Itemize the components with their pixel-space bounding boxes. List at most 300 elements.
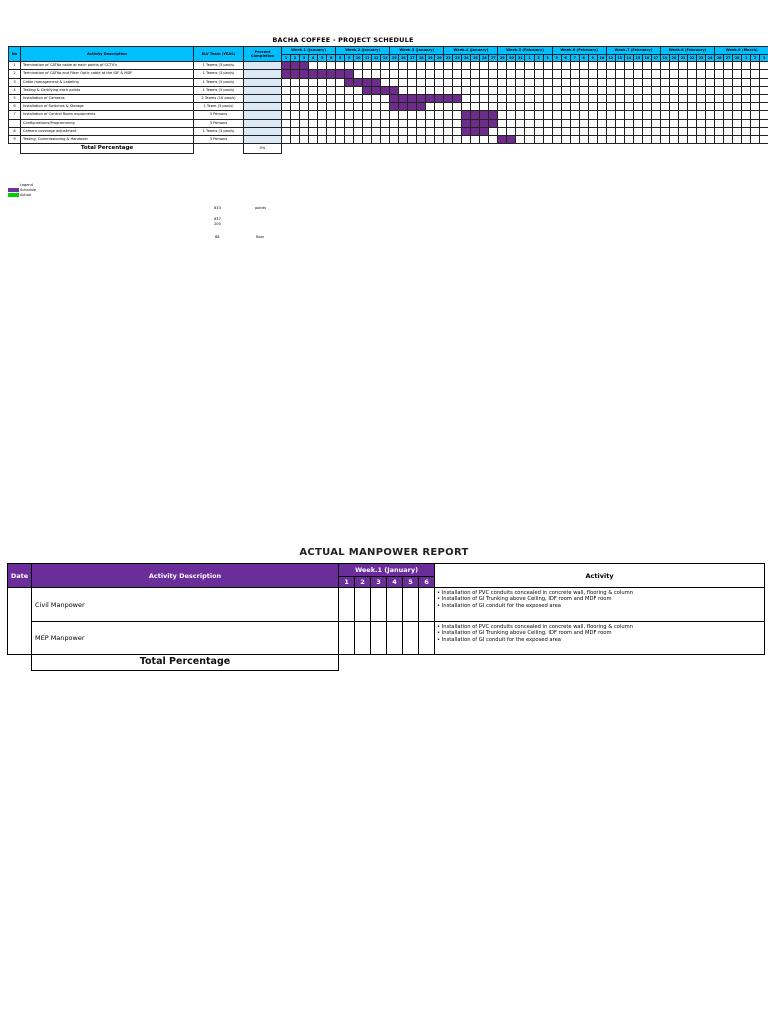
gantt-cell[interactable] xyxy=(327,103,336,111)
gantt-cell[interactable] xyxy=(381,119,390,127)
gantt-cell[interactable] xyxy=(733,127,742,135)
gantt-cell[interactable] xyxy=(462,94,471,102)
gantt-cell[interactable] xyxy=(733,86,742,94)
mp-cell[interactable] xyxy=(387,622,403,655)
gantt-cell[interactable] xyxy=(489,78,498,86)
gantt-cell[interactable] xyxy=(426,78,435,86)
gantt-cell[interactable] xyxy=(724,127,733,135)
gantt-cell[interactable] xyxy=(327,127,336,135)
gantt-cell[interactable] xyxy=(534,119,543,127)
gantt-cell[interactable] xyxy=(760,78,768,86)
gantt-cell[interactable] xyxy=(543,94,552,102)
gantt-cell[interactable] xyxy=(435,111,444,119)
gantt-cell[interactable] xyxy=(615,86,624,94)
gantt-cell[interactable] xyxy=(724,94,733,102)
gantt-cell[interactable] xyxy=(724,111,733,119)
gantt-cell[interactable] xyxy=(742,86,751,94)
gantt-cell[interactable] xyxy=(597,119,606,127)
percent-completion[interactable] xyxy=(244,103,282,111)
gantt-cell[interactable] xyxy=(363,103,372,111)
gantt-cell[interactable] xyxy=(480,70,489,78)
gantt-cell[interactable] xyxy=(579,86,588,94)
gantt-cell[interactable] xyxy=(697,86,706,94)
gantt-cell[interactable] xyxy=(579,103,588,111)
percent-completion[interactable] xyxy=(244,70,282,78)
gantt-cell[interactable] xyxy=(381,94,390,102)
mp-cell[interactable] xyxy=(403,622,419,655)
mp-cell[interactable] xyxy=(371,622,387,655)
gantt-cell[interactable] xyxy=(688,78,697,86)
gantt-cell[interactable] xyxy=(462,135,471,143)
gantt-cell[interactable] xyxy=(552,135,561,143)
gantt-bar[interactable] xyxy=(345,78,354,86)
gantt-cell[interactable] xyxy=(534,86,543,94)
gantt-cell[interactable] xyxy=(688,103,697,111)
gantt-cell[interactable] xyxy=(345,86,354,94)
gantt-cell[interactable] xyxy=(390,119,399,127)
gantt-cell[interactable] xyxy=(706,119,715,127)
gantt-cell[interactable] xyxy=(651,111,660,119)
gantt-bar[interactable] xyxy=(291,62,300,70)
gantt-cell[interactable] xyxy=(570,135,579,143)
gantt-cell[interactable] xyxy=(697,78,706,86)
gantt-cell[interactable] xyxy=(606,78,615,86)
gantt-cell[interactable] xyxy=(760,111,768,119)
gantt-cell[interactable] xyxy=(733,70,742,78)
gantt-cell[interactable] xyxy=(733,62,742,70)
gantt-cell[interactable] xyxy=(651,135,660,143)
gantt-cell[interactable] xyxy=(309,86,318,94)
gantt-cell[interactable] xyxy=(715,135,724,143)
gantt-cell[interactable] xyxy=(363,62,372,70)
gantt-cell[interactable] xyxy=(570,86,579,94)
gantt-cell[interactable] xyxy=(498,70,507,78)
gantt-cell[interactable] xyxy=(480,103,489,111)
gantt-cell[interactable] xyxy=(471,103,480,111)
gantt-cell[interactable] xyxy=(715,127,724,135)
gantt-cell[interactable] xyxy=(516,94,525,102)
gantt-cell[interactable] xyxy=(715,111,724,119)
gantt-cell[interactable] xyxy=(336,94,345,102)
gantt-cell[interactable] xyxy=(678,135,687,143)
gantt-cell[interactable] xyxy=(570,127,579,135)
gantt-cell[interactable] xyxy=(300,94,309,102)
gantt-cell[interactable] xyxy=(471,135,480,143)
gantt-cell[interactable] xyxy=(426,111,435,119)
gantt-cell[interactable] xyxy=(715,86,724,94)
percent-completion[interactable] xyxy=(244,94,282,102)
gantt-cell[interactable] xyxy=(588,94,597,102)
gantt-cell[interactable] xyxy=(688,94,697,102)
gantt-cell[interactable] xyxy=(606,70,615,78)
percent-completion[interactable] xyxy=(244,127,282,135)
mp-cell[interactable] xyxy=(339,588,355,622)
gantt-cell[interactable] xyxy=(300,86,309,94)
gantt-cell[interactable] xyxy=(552,111,561,119)
mp-cell[interactable] xyxy=(419,588,435,622)
gantt-bar[interactable] xyxy=(291,70,300,78)
gantt-cell[interactable] xyxy=(525,78,534,86)
mp-cell[interactable] xyxy=(387,588,403,622)
gantt-cell[interactable] xyxy=(507,94,516,102)
gantt-bar[interactable] xyxy=(336,70,345,78)
gantt-cell[interactable] xyxy=(291,119,300,127)
gantt-bar[interactable] xyxy=(408,103,417,111)
gantt-cell[interactable] xyxy=(624,135,633,143)
gantt-cell[interactable] xyxy=(390,78,399,86)
gantt-cell[interactable] xyxy=(516,127,525,135)
gantt-bar[interactable] xyxy=(363,78,372,86)
gantt-cell[interactable] xyxy=(354,62,363,70)
gantt-cell[interactable] xyxy=(462,62,471,70)
gantt-cell[interactable] xyxy=(715,70,724,78)
gantt-cell[interactable] xyxy=(678,103,687,111)
mp-cell[interactable] xyxy=(419,622,435,655)
gantt-cell[interactable] xyxy=(363,127,372,135)
gantt-cell[interactable] xyxy=(507,119,516,127)
gantt-cell[interactable] xyxy=(291,111,300,119)
gantt-cell[interactable] xyxy=(426,62,435,70)
gantt-cell[interactable] xyxy=(724,135,733,143)
gantt-cell[interactable] xyxy=(733,78,742,86)
gantt-cell[interactable] xyxy=(327,94,336,102)
gantt-cell[interactable] xyxy=(688,62,697,70)
gantt-cell[interactable] xyxy=(697,119,706,127)
gantt-cell[interactable] xyxy=(426,86,435,94)
gantt-cell[interactable] xyxy=(660,78,669,86)
gantt-cell[interactable] xyxy=(552,86,561,94)
gantt-cell[interactable] xyxy=(751,86,760,94)
gantt-cell[interactable] xyxy=(480,62,489,70)
gantt-cell[interactable] xyxy=(462,86,471,94)
gantt-cell[interactable] xyxy=(570,94,579,102)
gantt-cell[interactable] xyxy=(462,103,471,111)
gantt-cell[interactable] xyxy=(498,103,507,111)
gantt-bar[interactable] xyxy=(300,62,309,70)
gantt-cell[interactable] xyxy=(327,78,336,86)
gantt-cell[interactable] xyxy=(579,78,588,86)
gantt-cell[interactable] xyxy=(507,111,516,119)
gantt-cell[interactable] xyxy=(651,127,660,135)
gantt-cell[interactable] xyxy=(660,62,669,70)
gantt-cell[interactable] xyxy=(642,103,651,111)
gantt-cell[interactable] xyxy=(697,62,706,70)
gantt-cell[interactable] xyxy=(760,135,768,143)
gantt-cell[interactable] xyxy=(561,119,570,127)
gantt-cell[interactable] xyxy=(489,103,498,111)
gantt-cell[interactable] xyxy=(543,135,552,143)
gantt-cell[interactable] xyxy=(724,62,733,70)
gantt-bar[interactable] xyxy=(480,111,489,119)
gantt-cell[interactable] xyxy=(642,78,651,86)
gantt-cell[interactable] xyxy=(570,62,579,70)
gantt-cell[interactable] xyxy=(597,86,606,94)
gantt-cell[interactable] xyxy=(760,86,768,94)
gantt-cell[interactable] xyxy=(633,78,642,86)
gantt-cell[interactable] xyxy=(579,70,588,78)
gantt-cell[interactable] xyxy=(381,111,390,119)
gantt-cell[interactable] xyxy=(309,111,318,119)
gantt-cell[interactable] xyxy=(715,119,724,127)
gantt-cell[interactable] xyxy=(507,127,516,135)
gantt-cell[interactable] xyxy=(660,94,669,102)
gantt-cell[interactable] xyxy=(597,127,606,135)
gantt-cell[interactable] xyxy=(498,86,507,94)
gantt-cell[interactable] xyxy=(697,135,706,143)
gantt-cell[interactable] xyxy=(561,78,570,86)
gantt-cell[interactable] xyxy=(309,119,318,127)
gantt-cell[interactable] xyxy=(381,127,390,135)
gantt-cell[interactable] xyxy=(651,70,660,78)
gantt-cell[interactable] xyxy=(435,135,444,143)
gantt-cell[interactable] xyxy=(489,127,498,135)
gantt-cell[interactable] xyxy=(742,62,751,70)
gantt-cell[interactable] xyxy=(498,119,507,127)
gantt-bar[interactable] xyxy=(282,70,291,78)
gantt-bar[interactable] xyxy=(372,86,381,94)
gantt-cell[interactable] xyxy=(336,103,345,111)
gantt-cell[interactable] xyxy=(417,127,426,135)
gantt-cell[interactable] xyxy=(742,78,751,86)
gantt-cell[interactable] xyxy=(471,94,480,102)
gantt-cell[interactable] xyxy=(300,135,309,143)
gantt-cell[interactable] xyxy=(534,111,543,119)
gantt-cell[interactable] xyxy=(678,70,687,78)
gantt-cell[interactable] xyxy=(444,111,453,119)
gantt-cell[interactable] xyxy=(372,94,381,102)
gantt-cell[interactable] xyxy=(651,94,660,102)
gantt-cell[interactable] xyxy=(354,94,363,102)
gantt-cell[interactable] xyxy=(336,127,345,135)
gantt-cell[interactable] xyxy=(525,86,534,94)
gantt-cell[interactable] xyxy=(624,119,633,127)
gantt-cell[interactable] xyxy=(660,103,669,111)
gantt-cell[interactable] xyxy=(624,94,633,102)
gantt-cell[interactable] xyxy=(390,70,399,78)
gantt-cell[interactable] xyxy=(318,94,327,102)
gantt-cell[interactable] xyxy=(669,111,678,119)
gantt-cell[interactable] xyxy=(309,135,318,143)
gantt-cell[interactable] xyxy=(633,111,642,119)
gantt-cell[interactable] xyxy=(345,94,354,102)
gantt-cell[interactable] xyxy=(390,127,399,135)
gantt-bar[interactable] xyxy=(372,78,381,86)
gantt-cell[interactable] xyxy=(363,135,372,143)
gantt-cell[interactable] xyxy=(525,135,534,143)
gantt-cell[interactable] xyxy=(588,127,597,135)
gantt-cell[interactable] xyxy=(615,119,624,127)
gantt-cell[interactable] xyxy=(588,111,597,119)
gantt-bar[interactable] xyxy=(480,119,489,127)
gantt-cell[interactable] xyxy=(444,86,453,94)
gantt-cell[interactable] xyxy=(372,127,381,135)
gantt-cell[interactable] xyxy=(615,135,624,143)
gantt-cell[interactable] xyxy=(733,119,742,127)
gantt-cell[interactable] xyxy=(669,78,678,86)
gantt-cell[interactable] xyxy=(363,111,372,119)
gantt-cell[interactable] xyxy=(453,103,462,111)
gantt-cell[interactable] xyxy=(615,78,624,86)
percent-completion[interactable] xyxy=(244,135,282,143)
gantt-cell[interactable] xyxy=(633,135,642,143)
gantt-cell[interactable] xyxy=(561,127,570,135)
gantt-cell[interactable] xyxy=(597,111,606,119)
gantt-cell[interactable] xyxy=(318,127,327,135)
gantt-cell[interactable] xyxy=(399,127,408,135)
gantt-cell[interactable] xyxy=(697,127,706,135)
gantt-bar[interactable] xyxy=(417,94,426,102)
gantt-cell[interactable] xyxy=(570,111,579,119)
gantt-cell[interactable] xyxy=(309,127,318,135)
gantt-cell[interactable] xyxy=(552,119,561,127)
gantt-cell[interactable] xyxy=(579,119,588,127)
gantt-cell[interactable] xyxy=(471,78,480,86)
gantt-cell[interactable] xyxy=(579,135,588,143)
gantt-cell[interactable] xyxy=(678,94,687,102)
gantt-cell[interactable] xyxy=(363,119,372,127)
mp-cell[interactable] xyxy=(403,588,419,622)
gantt-cell[interactable] xyxy=(624,127,633,135)
gantt-cell[interactable] xyxy=(444,119,453,127)
gantt-cell[interactable] xyxy=(552,103,561,111)
gantt-cell[interactable] xyxy=(642,135,651,143)
gantt-cell[interactable] xyxy=(282,111,291,119)
gantt-bar[interactable] xyxy=(345,70,354,78)
mp-cell[interactable] xyxy=(355,588,371,622)
gantt-cell[interactable] xyxy=(597,62,606,70)
gantt-cell[interactable] xyxy=(669,62,678,70)
gantt-cell[interactable] xyxy=(318,62,327,70)
gantt-cell[interactable] xyxy=(372,111,381,119)
gantt-cell[interactable] xyxy=(525,111,534,119)
percent-completion[interactable] xyxy=(244,111,282,119)
gantt-cell[interactable] xyxy=(543,70,552,78)
gantt-cell[interactable] xyxy=(291,127,300,135)
gantt-cell[interactable] xyxy=(489,70,498,78)
gantt-cell[interactable] xyxy=(453,62,462,70)
gantt-cell[interactable] xyxy=(390,135,399,143)
gantt-cell[interactable] xyxy=(660,70,669,78)
gantt-cell[interactable] xyxy=(354,103,363,111)
gantt-cell[interactable] xyxy=(751,119,760,127)
gantt-cell[interactable] xyxy=(552,127,561,135)
gantt-cell[interactable] xyxy=(579,127,588,135)
gantt-cell[interactable] xyxy=(381,70,390,78)
gantt-cell[interactable] xyxy=(453,78,462,86)
gantt-cell[interactable] xyxy=(588,62,597,70)
gantt-cell[interactable] xyxy=(417,70,426,78)
gantt-cell[interactable] xyxy=(408,119,417,127)
mp-date-cell[interactable] xyxy=(8,588,32,655)
gantt-bar[interactable] xyxy=(282,62,291,70)
gantt-cell[interactable] xyxy=(282,119,291,127)
gantt-cell[interactable] xyxy=(399,86,408,94)
gantt-bar[interactable] xyxy=(426,94,435,102)
gantt-cell[interactable] xyxy=(489,86,498,94)
gantt-cell[interactable] xyxy=(733,94,742,102)
gantt-cell[interactable] xyxy=(706,111,715,119)
gantt-cell[interactable] xyxy=(706,78,715,86)
gantt-cell[interactable] xyxy=(678,127,687,135)
gantt-cell[interactable] xyxy=(525,70,534,78)
gantt-cell[interactable] xyxy=(291,94,300,102)
gantt-cell[interactable] xyxy=(642,70,651,78)
gantt-cell[interactable] xyxy=(534,94,543,102)
gantt-cell[interactable] xyxy=(688,135,697,143)
gantt-cell[interactable] xyxy=(525,127,534,135)
gantt-cell[interactable] xyxy=(534,127,543,135)
gantt-cell[interactable] xyxy=(516,62,525,70)
gantt-cell[interactable] xyxy=(480,94,489,102)
gantt-cell[interactable] xyxy=(588,70,597,78)
gantt-bar[interactable] xyxy=(390,103,399,111)
gantt-cell[interactable] xyxy=(642,86,651,94)
gantt-cell[interactable] xyxy=(742,111,751,119)
gantt-bar[interactable] xyxy=(390,94,399,102)
gantt-cell[interactable] xyxy=(426,119,435,127)
gantt-cell[interactable] xyxy=(615,70,624,78)
gantt-cell[interactable] xyxy=(435,78,444,86)
gantt-cell[interactable] xyxy=(606,94,615,102)
gantt-cell[interactable] xyxy=(318,86,327,94)
gantt-cell[interactable] xyxy=(525,103,534,111)
gantt-cell[interactable] xyxy=(624,78,633,86)
gantt-cell[interactable] xyxy=(372,119,381,127)
gantt-cell[interactable] xyxy=(669,103,678,111)
gantt-cell[interactable] xyxy=(327,86,336,94)
gantt-cell[interactable] xyxy=(399,111,408,119)
mp-cell[interactable] xyxy=(339,622,355,655)
gantt-cell[interactable] xyxy=(552,62,561,70)
gantt-bar[interactable] xyxy=(489,111,498,119)
gantt-cell[interactable] xyxy=(300,127,309,135)
gantt-cell[interactable] xyxy=(724,70,733,78)
gantt-cell[interactable] xyxy=(363,70,372,78)
gantt-cell[interactable] xyxy=(733,103,742,111)
gantt-cell[interactable] xyxy=(381,103,390,111)
gantt-cell[interactable] xyxy=(543,103,552,111)
gantt-cell[interactable] xyxy=(435,62,444,70)
gantt-cell[interactable] xyxy=(507,78,516,86)
gantt-cell[interactable] xyxy=(435,127,444,135)
gantt-cell[interactable] xyxy=(345,62,354,70)
gantt-cell[interactable] xyxy=(453,70,462,78)
gantt-cell[interactable] xyxy=(633,86,642,94)
gantt-cell[interactable] xyxy=(651,62,660,70)
gantt-cell[interactable] xyxy=(706,127,715,135)
gantt-cell[interactable] xyxy=(751,78,760,86)
gantt-cell[interactable] xyxy=(462,70,471,78)
gantt-cell[interactable] xyxy=(354,127,363,135)
gantt-cell[interactable] xyxy=(715,62,724,70)
gantt-cell[interactable] xyxy=(633,70,642,78)
gantt-cell[interactable] xyxy=(336,119,345,127)
gantt-cell[interactable] xyxy=(300,78,309,86)
gantt-cell[interactable] xyxy=(291,78,300,86)
gantt-cell[interactable] xyxy=(534,103,543,111)
gantt-cell[interactable] xyxy=(345,111,354,119)
gantt-cell[interactable] xyxy=(444,135,453,143)
gantt-cell[interactable] xyxy=(697,103,706,111)
gantt-cell[interactable] xyxy=(354,86,363,94)
gantt-cell[interactable] xyxy=(561,62,570,70)
percent-completion[interactable] xyxy=(244,119,282,127)
gantt-cell[interactable] xyxy=(651,119,660,127)
gantt-bar[interactable] xyxy=(363,86,372,94)
gantt-bar[interactable] xyxy=(354,78,363,86)
gantt-cell[interactable] xyxy=(597,78,606,86)
gantt-cell[interactable] xyxy=(615,62,624,70)
